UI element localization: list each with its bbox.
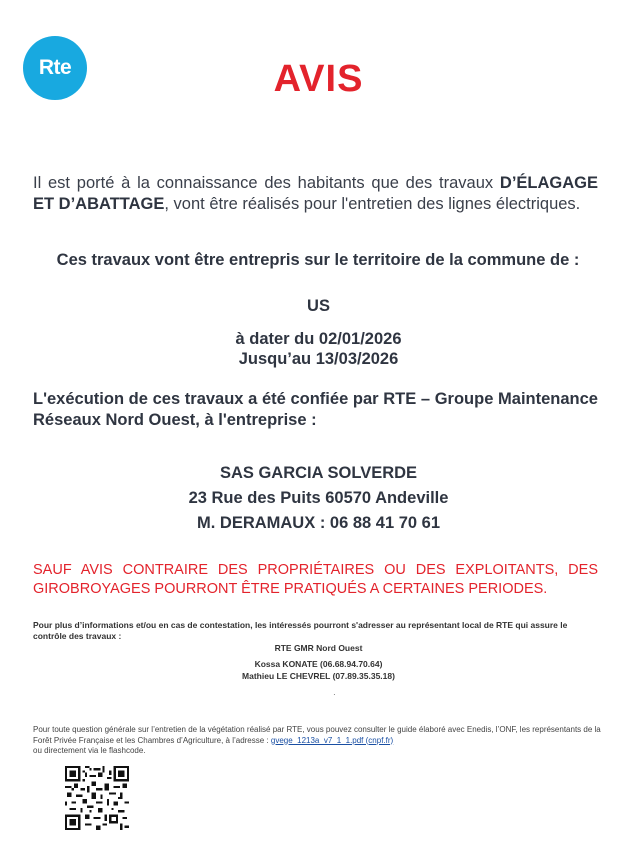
date-range [0, 329, 637, 369]
warning-notice: SAUF AVIS CONTRAIRE DES PROPRIÉTAIRES OU DES EXPLOITANTS, DES GIROBROYAGES POURRONT ÊTRE PRATIQUÉS A CERTAINES PERIODES. [33, 562, 598, 597]
contact-intro: Pour plus d’informations et/ou en cas de contestation, les intéressés pourront s'adresser au représentant local de RTE qui assure le contrôle des travaux : [33, 620, 568, 641]
logo-text: Rte [38, 56, 72, 79]
execution-statement: L'exécution de ces travaux a été confiée par RTE – Groupe Maintenance Réseaux Nord Ouest, à l'entreprise : [33, 390, 598, 429]
contact-person-1: Kossa KONATE (06.68.94.70.64) [254, 659, 383, 669]
intro-paragraph [33, 173, 598, 215]
company-address: 23 Rue des Puits 60570 Andeville [188, 489, 449, 507]
intro-bold-works: D’ÉLAGAGE ET D’ABATTAGE [33, 174, 598, 213]
company-block [0, 461, 637, 536]
footer-flashcode-text: ou directement via le flashcode. [33, 746, 146, 755]
commune-statement: Ces travaux vont être entrepris sur le territoire de la commune de : [56, 251, 580, 269]
contacts-block [0, 642, 637, 682]
commune-name: US [307, 297, 330, 315]
company-contact: M. DERAMAUX : 06 88 41 70 61 [196, 514, 440, 532]
contact-person-2: Mathieu LE CHEVREL (07.89.35.35.18) [242, 671, 395, 681]
qr-code[interactable] [65, 766, 129, 830]
start-date: à dater du 02/01/2026 [235, 330, 402, 348]
page-title: AVIS [273, 58, 364, 100]
company-name: SAS GARCIA SOLVERDE [219, 464, 418, 482]
footer-note [33, 725, 603, 757]
footer-text: Pour toute question générale sur l’entretien de la végétation réalisé par RTE, vous pouvez consulter le guide élaboré avec Enedis, l’ONF, les représentants de la Forêt Privée Française et les Chambres d’Agriculture, à l’adresse : [33, 725, 601, 745]
end-date: Jusqu’au 13/03/2026 [238, 350, 399, 368]
intro-text-end: , vont être réalisés pour l'entretien des lignes électriques. [164, 195, 581, 213]
separator-dot: · [333, 690, 336, 699]
intro-text-start: Il est porté à la connaissance des habitants que des travaux [33, 174, 500, 192]
contact-org: RTE GMR Nord Ouest [274, 643, 363, 653]
guide-link[interactable]: gvege_1213a_v7_1_1.pdf (cnpf.fr) [270, 735, 394, 745]
